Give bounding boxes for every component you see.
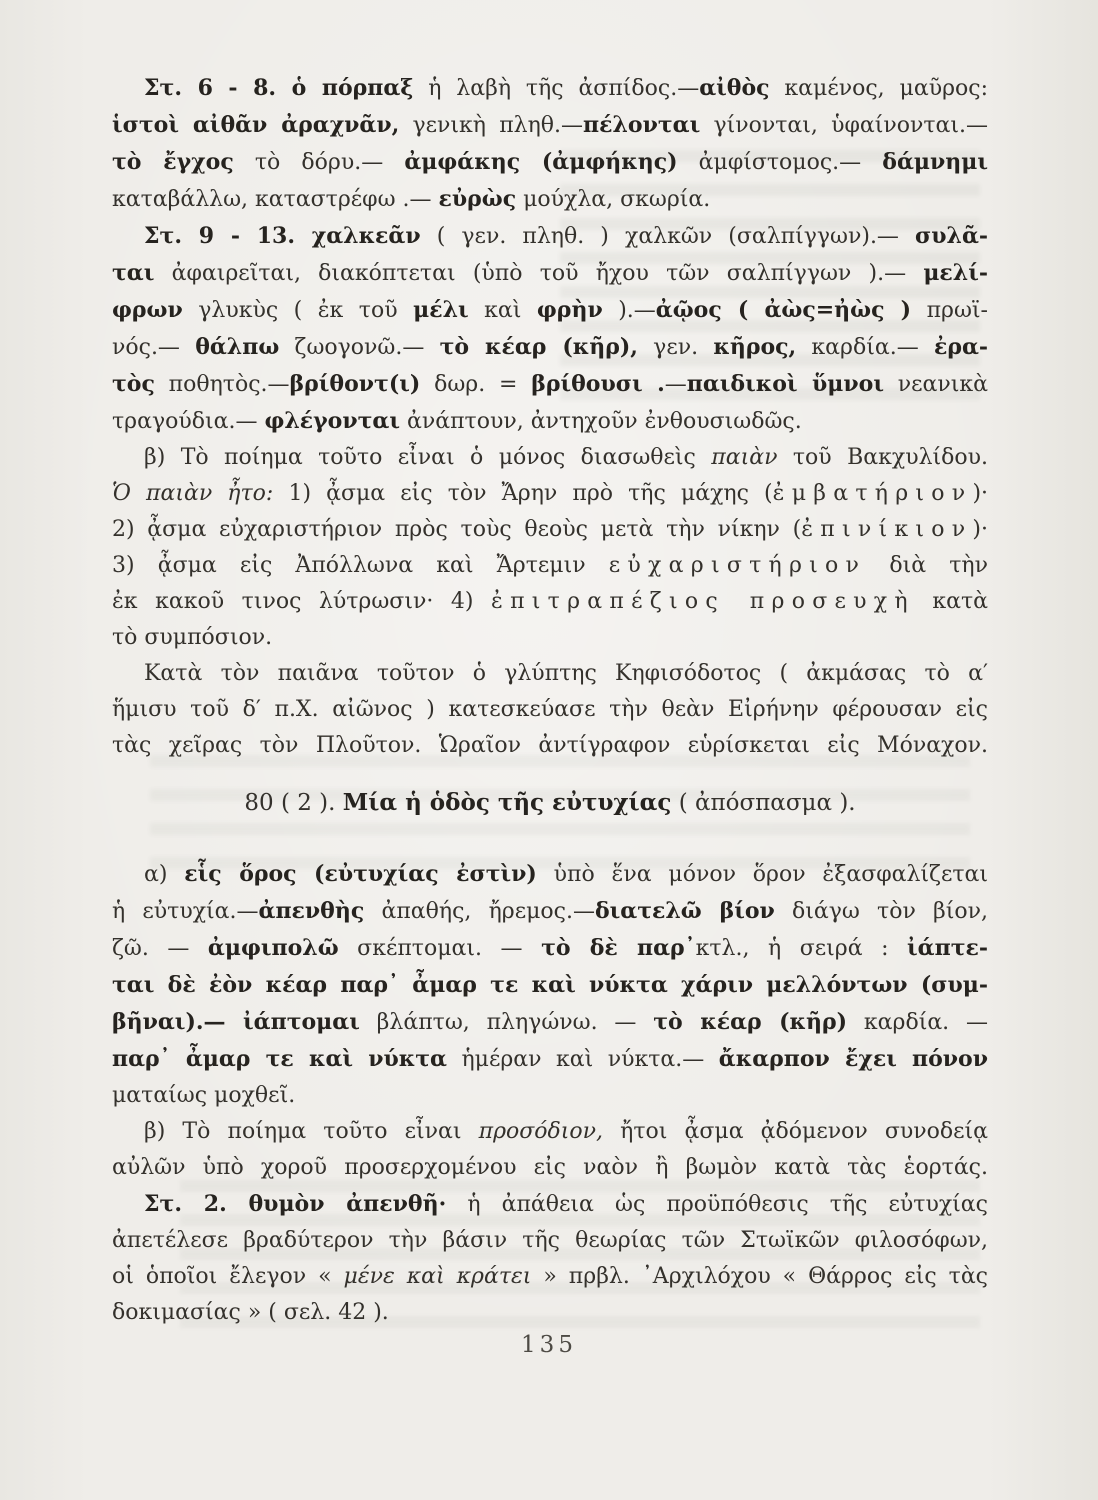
text-line	[112, 1150, 988, 1186]
text-segment: νεανικὰ	[883, 372, 989, 397]
text-segment: ἀπετέλεσε βραδύτερον τὴν βάσιν τῆς θεωρίας τῶν Στωϊκῶν φιλοσόφων,	[112, 1228, 988, 1253]
text-segment: ( γεν. πληθ. ) χαλκῶν (σαλπίγγων).—	[420, 224, 916, 249]
text-segment: γενικὴ πληθ.—	[399, 113, 584, 138]
text-segment: συλᾶ-	[915, 223, 989, 249]
text-segment: εἷς ὅρος (εὐτυχίας ἐστὶν)	[184, 861, 537, 887]
text-segment: φρων	[112, 297, 183, 323]
text-segment: ἡ ἀπάθεια ὡς προϋπόθεσις τῆς εὐτυχίας	[446, 1192, 988, 1217]
text-segment: καμένος, μαῦρος:	[769, 76, 988, 101]
text-segment: δωρ. =	[420, 372, 532, 397]
text-segment: ἐπινίκιον	[801, 517, 973, 542]
paragraph	[112, 1114, 988, 1186]
text-segment: β) Τὸ ποίημα τοῦτο εἶναι ὁ μόνος διασωθεὶς	[144, 445, 712, 470]
page-number: 135	[521, 1332, 577, 1358]
text-segment: βλάπτω, πληγώνω. —	[359, 1010, 654, 1035]
text-segment: ἐρα-	[933, 334, 989, 360]
text-segment: ἡ λαβὴ τῆς ἀσπίδος.—	[413, 76, 700, 101]
text-segment: βῆναι).— ἰάπτομαι	[112, 1009, 360, 1035]
text-segment: τὸ κέαρ (κῆρ)	[653, 1009, 848, 1035]
text-segment: εὐχαριστήριον	[608, 553, 867, 578]
text-segment: ἥμισυ τοῦ δ′ π.Χ. αἰῶνος ) κατεσκεύασε τὴν θεὰν Εἰρήνην φέρουσαν εἰς	[112, 697, 988, 722]
text-segment: )·	[972, 481, 989, 506]
text-segment: —	[664, 372, 687, 397]
paragraph	[112, 656, 988, 764]
text-segment: α)	[144, 862, 185, 887]
text-line	[112, 620, 988, 656]
text-segment: πρωϊ-	[911, 298, 988, 323]
text-segment: ται	[112, 260, 155, 286]
text-segment: εὐρὼς	[438, 186, 517, 212]
text-segment: ἤτοι ᾆσμα ᾀδόμενον συνοδείᾳ	[603, 1119, 988, 1144]
text-line	[112, 1295, 988, 1331]
text-segment: τὸ δόρυ.—	[233, 150, 405, 175]
text-segment: 2) ᾆσμα εὐχαριστήριον πρὸς τοὺς θεοὺς μετὰ τὴν νίκην (	[112, 517, 802, 542]
text-segment: καὶ	[468, 298, 537, 323]
text-segment: ἐμβατήριον	[772, 481, 973, 506]
text-segment: ( ἀπόσπασμα ).	[671, 790, 856, 816]
text-segment: τὸ κέαρ (κῆρ),	[439, 334, 638, 360]
paragraph	[112, 1186, 988, 1331]
text-segment: » πρβλ. ᾽Αρχιλόχου « Θάρρος εἰς τὰς	[531, 1264, 989, 1289]
text-line	[112, 856, 988, 893]
text-segment: ἀμφίστομος.—	[677, 150, 883, 175]
text-line	[112, 692, 988, 728]
text-segment: αἰθὸς	[699, 75, 770, 101]
text-segment: βρίθοντ(ι)	[289, 371, 421, 397]
text-segment: 1) ᾆσμα εἰς τὸν Ἄρην πρὸ τῆς μάχης (	[273, 481, 773, 506]
text-segment: μένε καὶ κράτει	[343, 1264, 532, 1289]
text-segment: παρ᾽ ἆμαρ τε καὶ νύκτα	[112, 1046, 447, 1072]
text-segment: διατελῶ βίον	[594, 898, 775, 924]
text-segment: παιδικοὶ ὕμνοι	[686, 371, 884, 397]
text-segment: ζωογονῶ.—	[279, 335, 440, 360]
text-segment: ἀφαιρεῖται, διακόπτεται (ὑπὸ τοῦ ἤχου τῶν σαλπίγγων ).—	[154, 261, 924, 286]
text-segment: δοκιμασίας » ( σελ. 42 ).	[112, 1300, 389, 1325]
text-line	[112, 292, 988, 329]
text-segment: τὰς χεῖρας τὸν Πλοῦτον. Ὡραῖον ἀντίγραφον εὑρίσκεται εἰς Μόναχον.	[112, 733, 988, 758]
text-segment: δάμνημι	[882, 149, 988, 175]
text-line	[112, 728, 988, 764]
text-segment: β) Τὸ ποίημα τοῦτο εἶναι	[144, 1119, 479, 1144]
text-line	[112, 512, 988, 548]
text-segment: κῆρος,	[713, 334, 797, 360]
text-segment: γλυκὺς ( ἐκ τοῦ	[182, 298, 414, 323]
text-segment: τὸ ἔγχος	[112, 149, 234, 175]
text-line	[112, 70, 988, 107]
text-line	[112, 548, 988, 584]
paragraph	[112, 218, 988, 440]
text-line	[112, 893, 988, 930]
text-segment: ὑπὸ ἕνα μόνον ὅρον ἐξασφαλίζεται	[536, 862, 989, 887]
text-line	[112, 967, 988, 1004]
text-line	[112, 930, 988, 967]
text-segment: ἀνάπτουν, ἀντηχοῦν ἐνθουσιωδῶς.	[400, 409, 802, 434]
text-segment: φλέγονται	[264, 408, 400, 434]
text-segment: Κατὰ τὸν παιᾶνα τοῦτον ὁ γλύπτης Κηφισόδοτος ( ἀκμάσας τὸ α′	[144, 661, 988, 686]
text-column	[112, 70, 988, 1331]
text-segment: φρὴν	[536, 297, 603, 323]
text-segment: καταβάλλω, καταστρέφω .—	[112, 187, 439, 212]
paragraph	[112, 440, 988, 656]
text-segment: ἀμφιπολῶ	[207, 935, 339, 961]
paragraph	[112, 70, 988, 218]
text-line	[112, 255, 988, 292]
text-line	[112, 218, 988, 255]
text-segment: νός.—	[112, 335, 196, 360]
text-segment: 80 ( 2 ).	[244, 790, 343, 816]
text-segment: αὐλῶν ὑπὸ χοροῦ προσερχομένου εἰς ναὸν ἢ βωμὸν κατὰ τὰς ἑορτάς.	[112, 1155, 988, 1180]
text-line	[112, 366, 988, 403]
text-segment: κατὰ	[914, 589, 988, 614]
text-segment: γεν.	[637, 335, 714, 360]
text-segment: βρίθουσι .	[531, 371, 665, 397]
text-segment: ματαίως μοχθεῖ.	[112, 1083, 296, 1108]
text-segment: τὸ συμπόσιον.	[112, 625, 273, 650]
text-segment: ἐπιτραπέζιος προσευχὴ	[491, 589, 915, 614]
text-line	[112, 144, 988, 181]
text-line	[112, 785, 988, 821]
text-segment: ).—	[602, 298, 656, 323]
text-segment: οἱ ὁποῖοι ἔλεγον «	[112, 1264, 344, 1289]
text-segment: ἀῷος ( ἀὼς=ἠὼς )	[655, 297, 912, 323]
text-segment: Ὁ παιὰν ἦτο:	[112, 481, 274, 506]
text-line	[112, 656, 988, 692]
text-segment: καρδία. —	[847, 1010, 989, 1035]
text-segment: προσόδιον,	[478, 1119, 604, 1144]
text-segment: ποθητὸς.—	[154, 372, 290, 397]
text-segment: ἀπαθής, ἤρεμος.—	[364, 899, 595, 924]
text-segment: ται δὲ ἐὸν κέαρ παρ᾽ ἆμαρ τε καὶ νύκτα χάριν μελλόντων (συμ-	[112, 972, 988, 998]
text-line	[112, 584, 988, 620]
text-segment: ἄκαρπον ἔχει πόνον	[718, 1046, 988, 1072]
section-heading	[112, 785, 988, 821]
text-segment: μούχλα, σκωρία.	[516, 187, 711, 212]
text-segment: καρδία.—	[796, 335, 934, 360]
text-segment: διὰ τὴν	[866, 553, 988, 578]
text-segment: Στ. 6 - 8. ὁ πόρπαξ	[144, 75, 414, 101]
text-segment: τὸς	[112, 371, 155, 397]
text-segment: ἐκ κακοῦ τινος λύτρωσιν· 4)	[112, 589, 492, 614]
text-line	[112, 1186, 988, 1223]
text-segment: γίνονται, ὑφαίνονται.—	[700, 113, 988, 138]
text-segment: μέλι	[413, 297, 469, 323]
text-segment: Στ. 2. θυμὸν ἀπενθῆ·	[144, 1191, 447, 1217]
text-line	[112, 440, 988, 476]
text-segment: τραγούδια.—	[112, 409, 265, 434]
text-line	[112, 403, 988, 440]
text-line	[112, 181, 988, 218]
text-segment: ἡ εὐτυχία.—	[112, 899, 259, 924]
text-segment: τὸ δὲ παρ᾽	[541, 935, 696, 961]
text-line	[112, 1004, 988, 1041]
text-segment: )·	[972, 517, 988, 542]
text-segment: ζῶ. —	[112, 936, 208, 961]
text-line	[112, 1259, 988, 1295]
text-line	[112, 1041, 988, 1078]
text-line	[112, 1078, 988, 1114]
text-segment: 3) ᾆσμα εἰς Ἀπόλλωνα καὶ Ἄρτεμιν	[112, 553, 609, 578]
paragraph	[112, 856, 988, 1114]
text-segment: πέλονται	[583, 112, 701, 138]
text-segment: παιὰν	[711, 445, 778, 470]
text-line	[112, 1114, 988, 1150]
text-segment: κτλ., ἡ σειρά :	[695, 936, 908, 961]
text-segment: ἀμφάκης (ἀμφήκης)	[404, 149, 678, 175]
text-segment: ἀπενθὴς	[258, 898, 365, 924]
text-segment: θάλπω	[195, 334, 280, 360]
text-segment: Μία ἡ ὁδὸς τῆς εὐτυχίας	[342, 789, 672, 816]
text-segment: Στ. 9 - 13. χαλκεᾶν	[144, 223, 421, 249]
text-segment: σκέπτομαι. —	[338, 936, 542, 961]
text-segment: μελί-	[923, 260, 988, 286]
text-line	[112, 329, 988, 366]
text-segment: ἰάπτε-	[907, 935, 989, 961]
text-segment: διάγω τὸν βίον,	[774, 899, 988, 924]
text-segment: ἱστοὶ αἰθᾶν ἀραχνᾶν,	[112, 112, 400, 138]
text-line	[112, 476, 988, 512]
text-line	[112, 1223, 988, 1259]
text-segment: ἡμέραν καὶ νύκτα.—	[446, 1047, 719, 1072]
text-line	[112, 107, 988, 144]
text-segment: τοῦ Βακχυλίδου.	[777, 445, 988, 470]
